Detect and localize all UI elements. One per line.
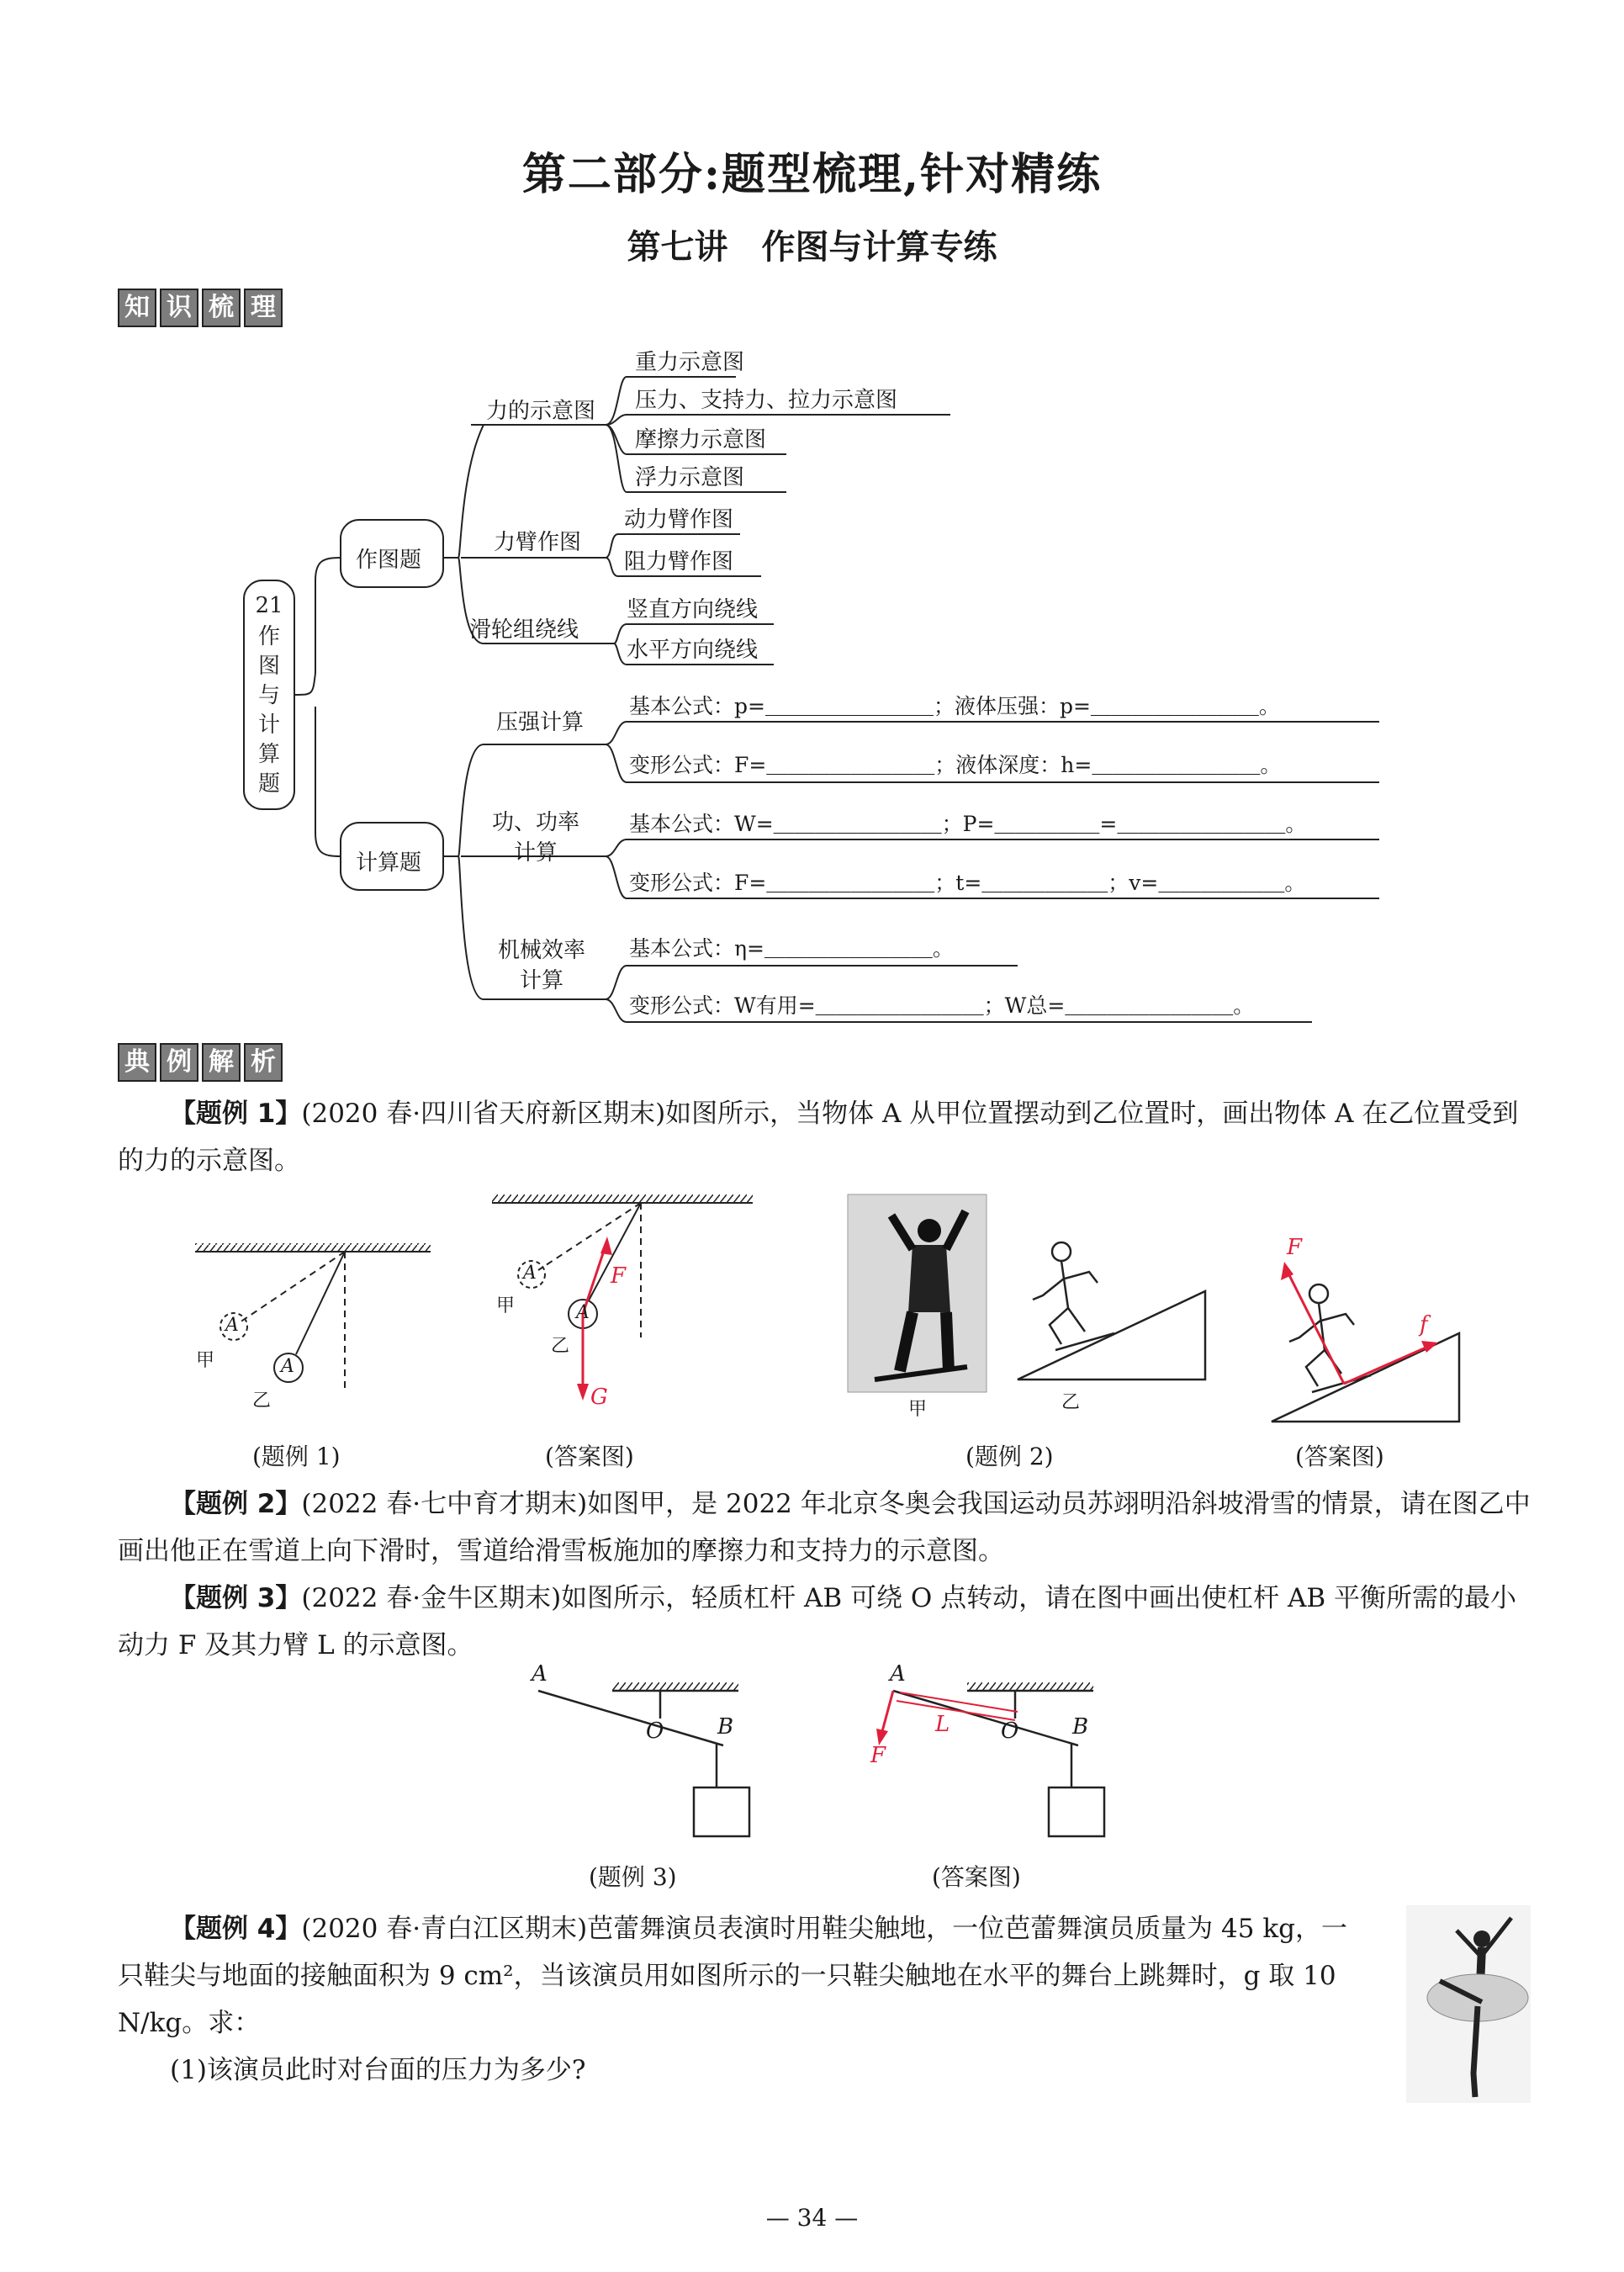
- label-L: L: [935, 1712, 950, 1737]
- skier-slope-figure: [1018, 1242, 1205, 1380]
- mindmap-group-label: 力的示意图: [486, 399, 596, 424]
- label-B: B: [717, 1714, 734, 1740]
- mindmap-root-char: 作: [257, 624, 281, 649]
- label-f: f: [1420, 1312, 1428, 1337]
- example-text: (2022 春·金牛区期末)如图所示，轻质杠杆 AB 可绕 O 点转动，请在图中画出使杠杆 AB 平衡所需的最小动力 F 及其力臂 L 的示意图。: [118, 1583, 1517, 1660]
- lever-figures: [0, 1666, 1624, 1867]
- badge-char: 析: [244, 1043, 283, 1082]
- ballerina-photo: [1406, 1905, 1531, 2103]
- page-title: 第二部分:题型梳理,针对精练: [521, 149, 1103, 200]
- label-F: F: [611, 1263, 627, 1289]
- figures-row-1: [0, 1178, 1624, 1480]
- badge-char: 知: [118, 289, 156, 327]
- label-jia: 甲: [908, 1399, 928, 1420]
- mindmap-leaf: 重力示意图: [635, 350, 745, 375]
- question-1: (1)该演员此时对台面的压力为多少?: [170, 2055, 586, 2085]
- mindmap-root-char: 题: [257, 771, 281, 797]
- mindmap-group-label: 力臂作图: [494, 530, 582, 555]
- mindmap-leaf: 阻力臂作图: [624, 549, 734, 575]
- formula-line: 基本公式：W=＿＿＿＿＿＿＿＿；P=＿＿＿＿＿=＿＿＿＿＿＿＿＿。: [629, 812, 1307, 836]
- figure-caption: (题例 1): [252, 1443, 341, 1470]
- badge-char: 典: [118, 1043, 156, 1082]
- badge-char: 解: [202, 1043, 241, 1082]
- example-tag: 【题例 2】: [170, 1489, 302, 1519]
- label-A: A: [576, 1302, 590, 1323]
- formula-line: 基本公式：p=＿＿＿＿＿＿＿＿；液体压强：p=＿＿＿＿＿＿＿＿。: [629, 694, 1280, 718]
- figure-caption: (答案图): [932, 1863, 1021, 1891]
- example-text: (2020 春·四川省天府新区期末)如图所示，当物体 A 从甲位置摆动到乙位置时，画出物体 A 在乙位置受到的力的示意图。: [118, 1099, 1519, 1176]
- pendulum-answer-figure: [492, 1194, 753, 1401]
- lever-figure: [538, 1682, 749, 1836]
- mindmap-root-char: 与: [257, 683, 281, 708]
- badge-char: 例: [160, 1043, 198, 1082]
- mindmap-root-char: 图: [257, 654, 281, 679]
- skier-photo: [848, 1194, 987, 1392]
- mindmap-group-label: 压强计算: [496, 710, 585, 735]
- mindmap-leaf: 摩擦力示意图: [635, 427, 767, 453]
- example-2: [118, 1480, 1531, 1575]
- formula-line: 基本公式：η=＿＿＿＿＿＿＿＿。: [629, 936, 954, 961]
- mindmap-leaf: 动力臂作图: [624, 507, 734, 532]
- figure-caption: (题例 2): [965, 1443, 1054, 1470]
- figure-caption: (答案图): [1295, 1443, 1384, 1470]
- label-F: F: [870, 1743, 886, 1768]
- label-yi: 乙: [551, 1336, 570, 1357]
- label-yi: 乙: [1061, 1392, 1081, 1413]
- example-4: [118, 1905, 1362, 2047]
- mindmap-leaf: 压力、支持力、拉力示意图: [635, 388, 898, 413]
- section-badge-examples: [118, 1043, 283, 1080]
- badge-char: 识: [160, 289, 198, 327]
- skier-slope-answer: [1272, 1284, 1459, 1422]
- mindmap-root-num: 21: [255, 593, 283, 618]
- figure-caption: (答案图): [545, 1443, 634, 1470]
- mindmap-leaf: 竖直方向绕线: [627, 597, 759, 622]
- lecture-subtitle: 第七讲 作图与计算专练: [627, 227, 997, 267]
- label-jia: 甲: [196, 1350, 215, 1371]
- label-B: B: [1072, 1714, 1089, 1740]
- label-jia: 甲: [496, 1295, 516, 1316]
- label-A: A: [225, 1315, 239, 1336]
- example-text: (2022 春·七中育才期末)如图甲，是 2022 年北京冬奥会我国运动员苏翊明沿斜坡滑雪的情景，请在图乙中画出他正在雪道上向下滑时，雪道给滑雪板施加的摩擦力和支持力的示意图。: [118, 1489, 1531, 1566]
- formula-line: 变形公式：F=＿＿＿＿＿＿＿＿；液体深度：h=＿＿＿＿＿＿＿＿。: [629, 753, 1282, 777]
- label-G: G: [590, 1385, 608, 1410]
- label-A: A: [532, 1661, 548, 1687]
- example-1: [118, 1090, 1531, 1184]
- example-text: (2020 春·青白江区期末)芭蕾舞演员表演时用鞋尖触地，一位芭蕾舞演员质量为 45 kg，一只鞋尖与地面的接触面积为 9 cm²，当该演员用如图所示的一只鞋尖触地在水平的舞台上跳舞时，g 取 10 N/kg。求：: [118, 1914, 1347, 2038]
- badge-char: 理: [244, 289, 283, 327]
- mindmap-group-label: 滑轮组绕线: [469, 617, 579, 643]
- formula-line: 变形公式：W有用=＿＿＿＿＿＿＿＿；W总=＿＿＿＿＿＿＿＿。: [629, 993, 1255, 1018]
- mindmap-root-char: 算: [257, 742, 281, 767]
- label-O: O: [646, 1719, 664, 1744]
- example-3: [118, 1575, 1531, 1669]
- mindmap-leaf: 水平方向绕线: [627, 638, 759, 663]
- section-badge-knowledge: [118, 289, 283, 326]
- mindmap-group-label: 机械效率计算: [497, 938, 585, 993]
- mindmap-branch2-label: 计算题: [356, 850, 422, 876]
- example-tag: 【题例 4】: [170, 1914, 302, 1944]
- label-F: F: [1287, 1235, 1303, 1260]
- label-A: A: [890, 1661, 906, 1687]
- mindmap-group-label: 功、功率计算: [491, 810, 579, 866]
- label-O: O: [1001, 1719, 1019, 1744]
- label-A: A: [523, 1263, 537, 1284]
- figure-caption: (题例 3): [589, 1863, 677, 1891]
- mindmap-leaf: 浮力示意图: [635, 465, 745, 490]
- label-A: A: [281, 1356, 294, 1377]
- example-tag: 【题例 1】: [170, 1099, 302, 1129]
- example-tag: 【题例 3】: [170, 1583, 302, 1613]
- label-yi: 乙: [252, 1390, 272, 1411]
- badge-char: 梳: [202, 289, 241, 327]
- page-number: — 34 —: [765, 2204, 859, 2232]
- mindmap-root-char: 计: [257, 712, 281, 738]
- formula-line: 变形公式：F=＿＿＿＿＿＿＿＿；t=＿＿＿＿＿＿；v=＿＿＿＿＿＿。: [629, 871, 1306, 895]
- mindmap-branch1-label: 作图题: [356, 548, 422, 573]
